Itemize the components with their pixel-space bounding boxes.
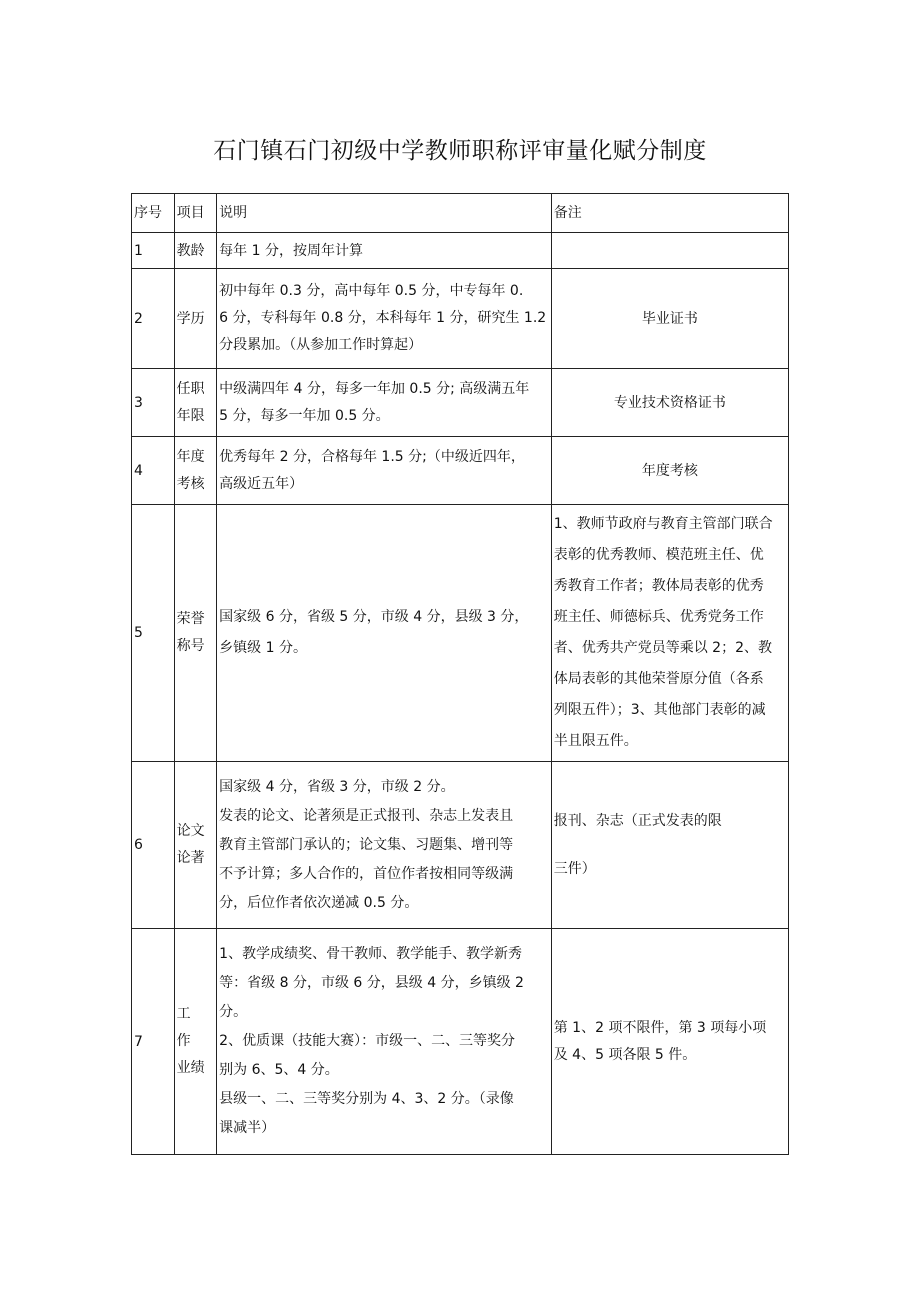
row-no: 5 — [132, 505, 175, 762]
table-row — [132, 929, 789, 1155]
header-no: 序号 — [132, 194, 175, 233]
header-desc: 说明 — [217, 194, 552, 233]
row-desc: 每年 1 分，按周年计算 — [217, 233, 552, 269]
row-item: 工 作 业绩 — [174, 929, 217, 1155]
row-item: 论文 论著 — [174, 762, 217, 929]
row-note: 毕业证书 — [551, 269, 788, 369]
row-note: 年度考核 — [551, 437, 788, 505]
table-row — [132, 762, 789, 929]
row-no: 6 — [132, 762, 175, 929]
table-row — [132, 369, 789, 437]
table-row — [132, 233, 789, 269]
table-row — [132, 437, 789, 505]
row-note: 报刊、杂志（正式发表的限 三件） — [551, 762, 788, 929]
row-no: 1 — [132, 233, 175, 269]
row-item: 教龄 — [174, 233, 217, 269]
scoring-table — [131, 193, 789, 1155]
row-no: 7 — [132, 929, 175, 1155]
row-desc: 国家级 6 分，省级 5 分，市级 4 分，县级 3 分， 乡镇级 1 分。 — [217, 505, 552, 762]
row-desc: 优秀每年 2 分，合格每年 1.5 分;（中级近四年， 高级近五年） — [217, 437, 552, 505]
table-row — [132, 269, 789, 369]
row-desc: 初中每年 0.3 分，高中每年 0.5 分，中专每年 0. 6 分，专科每年 0.8 分，本科每年 1 分，研究生 1.2 分段累加。（从参加工作时算起） — [217, 269, 552, 369]
row-note: 专业技术资格证书 — [551, 369, 788, 437]
row-no: 3 — [132, 369, 175, 437]
row-no: 4 — [132, 437, 175, 505]
table-header-row — [132, 194, 789, 233]
document-title: 石门镇石门初级中学教师职称评审量化赋分制度 — [213, 138, 707, 164]
header-note: 备注 — [551, 194, 788, 233]
row-desc: 国家级 4 分，省级 3 分，市级 2 分。 发表的论文、论著须是正式报刊、杂志上发表且 教育主管部门承认的；论文集、习题集、增刊等 不予计算；多人合作的，首位作者按相同等级满 分，后位作者依次递减 0.5 分。 — [217, 762, 552, 929]
row-no: 2 — [132, 269, 175, 369]
row-note: 第 1、2 项不限件，第 3 项每小项 及 4、5 项各限 5 件。 — [551, 929, 788, 1155]
row-item: 学历 — [174, 269, 217, 369]
row-item: 荣誉 称号 — [174, 505, 217, 762]
row-desc: 中级满四年 4 分，每多一年加 0.5 分; 高级满五年 5 分，每多一年加 0.5 分。 — [217, 369, 552, 437]
row-item: 任职 年限 — [174, 369, 217, 437]
header-item: 项目 — [174, 194, 217, 233]
row-item: 年度 考核 — [174, 437, 217, 505]
row-desc: 1、教学成绩奖、骨干教师、教学能手、教学新秀 等：省级 8 分，市级 6 分，县级 4 分，乡镇级 2 分。 2、优质课（技能大赛）：市级一、二、三等奖分 别为 6、5、4 分。 县级一、二、三等奖分别为 4、3、2 分。（录像 课减半） — [217, 929, 552, 1155]
row-note — [551, 233, 788, 269]
table-row — [132, 505, 789, 762]
row-note: 1、教师节政府与教育主管部门联合 表彰的优秀教师、模范班主任、优 秀教育工作者；教体局表彰的优秀 班主任、师德标兵、优秀党务工作 者、优秀共产党员等乘以 2；2、教 体局表彰的其他荣誉原分值（各系 列限五件）；3、其他部门表彰的减 半且限五件。 — [551, 505, 788, 762]
